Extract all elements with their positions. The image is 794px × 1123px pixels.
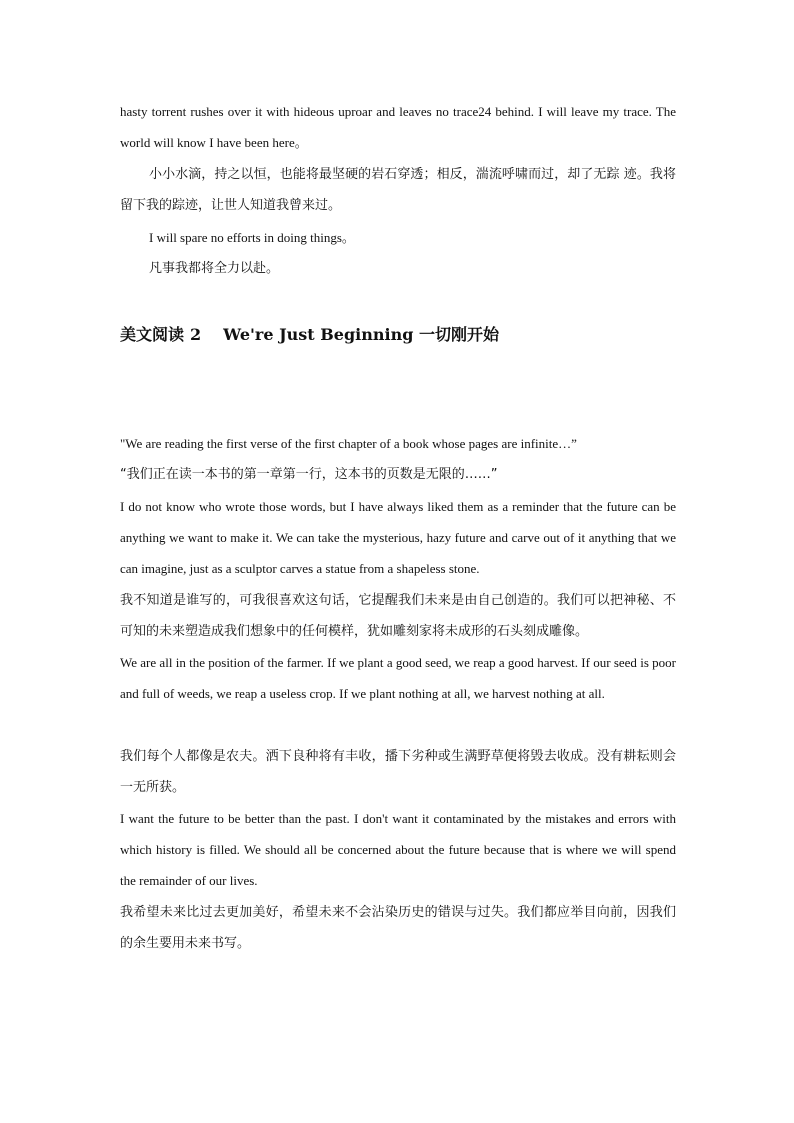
title-text: We're Just Beginning 一切刚开始 bbox=[223, 325, 499, 344]
paragraph-zh: 凡事我都将全力以赴。 bbox=[149, 261, 280, 276]
paragraph-en: We are all in the position of the farmer. If we plant a good seed, we reap a good harvest. If our seed is poor and full of weeds, we reap a useless crop. If we plant nothing at all, we harvest nothing at all. bbox=[120, 655, 676, 701]
paragraph-zh: 我不知道是谁写的，可我很喜欢这句话，它提醒我们未来是由自己创造的。我们可以把神秘、不可知的未来塑造成我们想象中的任何模样，犹如雕刻家将未成形的石头刻成雕像。 bbox=[120, 593, 676, 639]
paragraph-zh: 我们每个人都像是农夫。洒下良种将有丰收，播下劣种或生满野草便将毁去收成。没有耕耘则会一无所获。 bbox=[120, 749, 676, 795]
paragraph-zh: 小小水滴，持之以恒，也能将最坚硬的岩石穿透；相反，湍流呼啸而过，却了无踪 迹。我将留下我的踪迹，让世人知道我曾来过。 bbox=[120, 167, 676, 213]
title-number: 2 bbox=[190, 325, 202, 344]
paragraph-en: I do not know who wrote those words, but I have always liked them as a reminder that the future can be anything we want to make it. We can take the mysterious, hazy future and carve out of it anything that we can imagine, just as a sculptor carves a statue from a shapeless stone. bbox=[120, 499, 676, 576]
quote-zh: “我们正在读一本书的第一章第一行，这本书的页数是无限的……” bbox=[120, 467, 498, 482]
quote-en: "We are reading the first verse of the first chapter of a book whose pages are infinite…” bbox=[120, 436, 577, 451]
title-prefix: 美文阅读 bbox=[120, 325, 185, 344]
paragraph-en: I will spare no efforts in doing things。 bbox=[149, 230, 355, 245]
article-title bbox=[120, 320, 680, 350]
paragraph-zh: 我希望未来比过去更加美好，希望未来不会沾染历史的错误与过失。我们都应举目向前，因我们的余生要用未来书写。 bbox=[120, 905, 676, 951]
paragraph-en: hasty torrent rushes over it with hideous uproar and leaves no trace24 behind. I will leave my trace. The world will know I have been here。 bbox=[120, 104, 676, 150]
paragraph-en: I want the future to be better than the past. I don't want it contaminated by the mistakes and errors with which history is filled. We should all be concerned about the future because that is where we will spend the remainder of our lives. bbox=[120, 811, 676, 888]
